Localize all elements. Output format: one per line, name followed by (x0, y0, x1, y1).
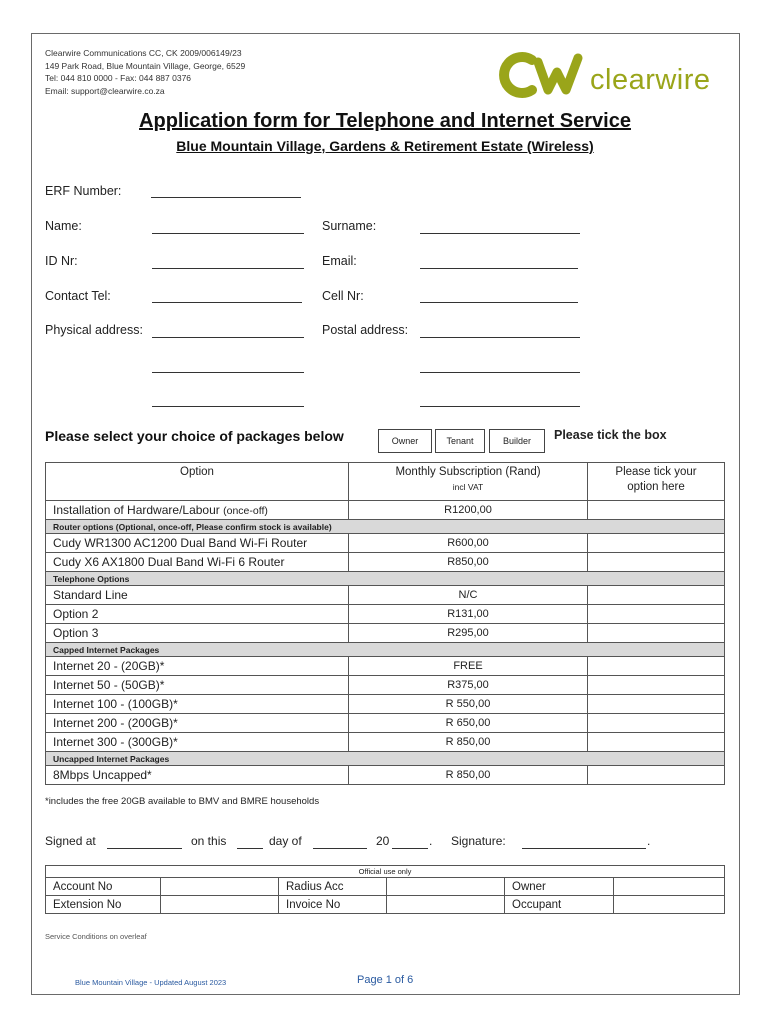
contact-label: Contact Tel: (45, 289, 111, 303)
owner-field[interactable] (614, 878, 725, 896)
cell-field[interactable] (420, 302, 578, 303)
option-label: Internet 300 - (300GB)* (46, 733, 349, 752)
page-number: Page 1 of 6 (357, 974, 414, 986)
section-row: Telephone Options (46, 572, 725, 586)
cell-label: Cell Nr: (322, 289, 364, 303)
table-row (46, 695, 725, 714)
tick-note: Please tick the box (554, 428, 667, 442)
signed-at-field[interactable] (107, 848, 182, 849)
option-price: FREE (349, 657, 588, 676)
company-name: Clearwire Communications CC, CK 2009/006149/23 (45, 48, 242, 58)
id-label: ID Nr: (45, 254, 78, 268)
option-label: Cudy X6 AX1800 Dual Band Wi-Fi 6 Router (46, 553, 349, 572)
name-label: Name: (45, 219, 82, 233)
postal-address-label: Postal address: (322, 323, 409, 337)
option-price: R131,00 (349, 605, 588, 624)
option-label: Option 3 (46, 624, 349, 643)
tick-cell[interactable] (588, 676, 725, 695)
option-label: Option 2 (46, 605, 349, 624)
table-row (46, 624, 725, 643)
form-subtitle: Blue Mountain Village, Gardens & Retirement Estate (Wireless) (176, 138, 594, 154)
erf-label: ERF Number: (45, 184, 122, 198)
name-field[interactable] (152, 233, 304, 234)
invoice-no-label: Invoice No (279, 896, 387, 914)
company-phone: Tel: 044 810 0000 - Fax: 044 887 0376 (45, 73, 192, 83)
option-label: Internet 200 - (200GB)* (46, 714, 349, 733)
option-price: R375,00 (349, 676, 588, 695)
tick-cell[interactable] (588, 657, 725, 676)
on-this-label: on this (191, 834, 227, 848)
official-use-header: Official use only (46, 866, 725, 878)
footnote: *includes the free 20GB available to BMV and BMRE households (45, 796, 320, 807)
occupant-label: Occupant (505, 896, 614, 914)
option-label: Internet 20 - (20GB)* (46, 657, 349, 676)
builder-checkbox[interactable]: Builder (489, 429, 545, 453)
svg-text:CW: CW (554, 58, 556, 59)
tick-cell[interactable] (588, 553, 725, 572)
packages-heading: Please select your choice of packages below (45, 428, 344, 444)
table-header-row (46, 463, 725, 501)
radius-acc-label: Radius Acc (279, 878, 387, 896)
table-row (46, 553, 725, 572)
service-conditions-note: Service Conditions on overleaf (45, 932, 147, 941)
owner-checkbox[interactable]: Owner (378, 429, 432, 453)
option-price: R295,00 (349, 624, 588, 643)
option-price: R600,00 (349, 534, 588, 553)
option-price: R850,00 (349, 553, 588, 572)
day-field[interactable] (237, 848, 263, 849)
company-header (45, 47, 245, 97)
table-row (46, 766, 725, 785)
extension-no-field[interactable] (161, 896, 279, 914)
option-price: R 650,00 (349, 714, 588, 733)
official-use-table (45, 865, 725, 914)
invoice-no-field[interactable] (387, 896, 505, 914)
section-row: Uncapped Internet Packages (46, 752, 725, 766)
option-label: Internet 50 - (50GB)* (46, 676, 349, 695)
option-price: R 850,00 (349, 766, 588, 785)
table-row (46, 657, 725, 676)
signature-label: Signature: (451, 834, 506, 848)
signed-at-label: Signed at (45, 834, 96, 848)
option-label: 8Mbps Uncapped* (46, 766, 349, 785)
table-row (46, 586, 725, 605)
physical-address-line-3[interactable] (152, 406, 304, 407)
option-price: R 850,00 (349, 733, 588, 752)
company-address: 149 Park Road, Blue Mountain Village, George, 6529 (45, 60, 246, 71)
option-price: R 550,00 (349, 695, 588, 714)
col-tick-header: Please tick your option here (588, 463, 725, 501)
email-field[interactable] (420, 268, 578, 269)
col-option-header: Option (46, 463, 349, 501)
option-label: Installation of Hardware/Labour (once-off) (46, 501, 349, 520)
postal-address-line-3[interactable] (420, 406, 580, 407)
day-of-label: day of (269, 834, 302, 848)
tick-cell[interactable] (588, 714, 725, 733)
logo-wordmark: clearwire (590, 64, 711, 96)
col-monthly-header: Monthly Subscription (Rand) incl VAT (349, 463, 588, 501)
tick-cell[interactable] (588, 766, 725, 785)
tick-cell[interactable] (588, 695, 725, 714)
option-label: Cudy WR1300 AC1200 Dual Band Wi-Fi Router (46, 534, 349, 553)
id-field[interactable] (152, 268, 304, 269)
table-row (46, 605, 725, 624)
postal-address-line-1[interactable] (420, 337, 580, 338)
signature-field[interactable] (522, 848, 646, 849)
options-table (45, 462, 725, 785)
form-title: Application form for Telephone and Internet Service (139, 110, 631, 132)
surname-field[interactable] (420, 233, 580, 234)
option-label: Internet 100 - (100GB)* (46, 695, 349, 714)
footer-updated: Blue Mountain Village - Updated August 2023 (75, 978, 227, 987)
option-label: Standard Line (46, 586, 349, 605)
physical-address-line-2[interactable] (152, 372, 304, 373)
account-no-label: Account No (46, 878, 161, 896)
year-field[interactable] (392, 848, 428, 849)
clearwire-logo (494, 48, 734, 102)
physical-address-label: Physical address: (45, 323, 143, 337)
table-row (46, 733, 725, 752)
section-row: Capped Internet Packages (46, 643, 725, 657)
tick-cell[interactable] (588, 501, 725, 520)
physical-address-line-1[interactable] (152, 337, 304, 338)
table-row (46, 676, 725, 695)
tick-cell[interactable] (588, 605, 725, 624)
surname-label: Surname: (322, 219, 377, 233)
section-row: Router options (Optional, once-off, Please confirm stock is available) (46, 520, 725, 534)
tick-cell[interactable] (588, 586, 725, 605)
radius-acc-field[interactable] (387, 878, 505, 896)
extension-no-label: Extension No (46, 896, 161, 914)
company-email: Email: support@clearwire.co.za (45, 85, 165, 96)
account-no-field[interactable] (161, 878, 279, 896)
postal-address-line-2[interactable] (420, 372, 580, 373)
tick-cell[interactable] (588, 534, 725, 553)
table-row (46, 534, 725, 553)
tenant-checkbox[interactable]: Tenant (435, 429, 485, 453)
option-price: N/C (349, 586, 588, 605)
tick-cell[interactable] (588, 624, 725, 643)
tick-cell[interactable] (588, 733, 725, 752)
occupant-field[interactable] (614, 896, 725, 914)
contact-field[interactable] (152, 302, 302, 303)
email-label: Email: (322, 254, 357, 268)
option-price: R1200,00 (349, 501, 588, 520)
year-dot: . (429, 834, 433, 848)
year-label: 20 (376, 834, 390, 848)
table-row (46, 714, 725, 733)
owner-label: Owner (505, 878, 614, 896)
cw-logo-mark-icon (494, 48, 590, 102)
month-field[interactable] (313, 848, 367, 849)
erf-field[interactable] (151, 197, 301, 198)
table-row (46, 501, 725, 520)
signature-dot: . (647, 834, 651, 848)
